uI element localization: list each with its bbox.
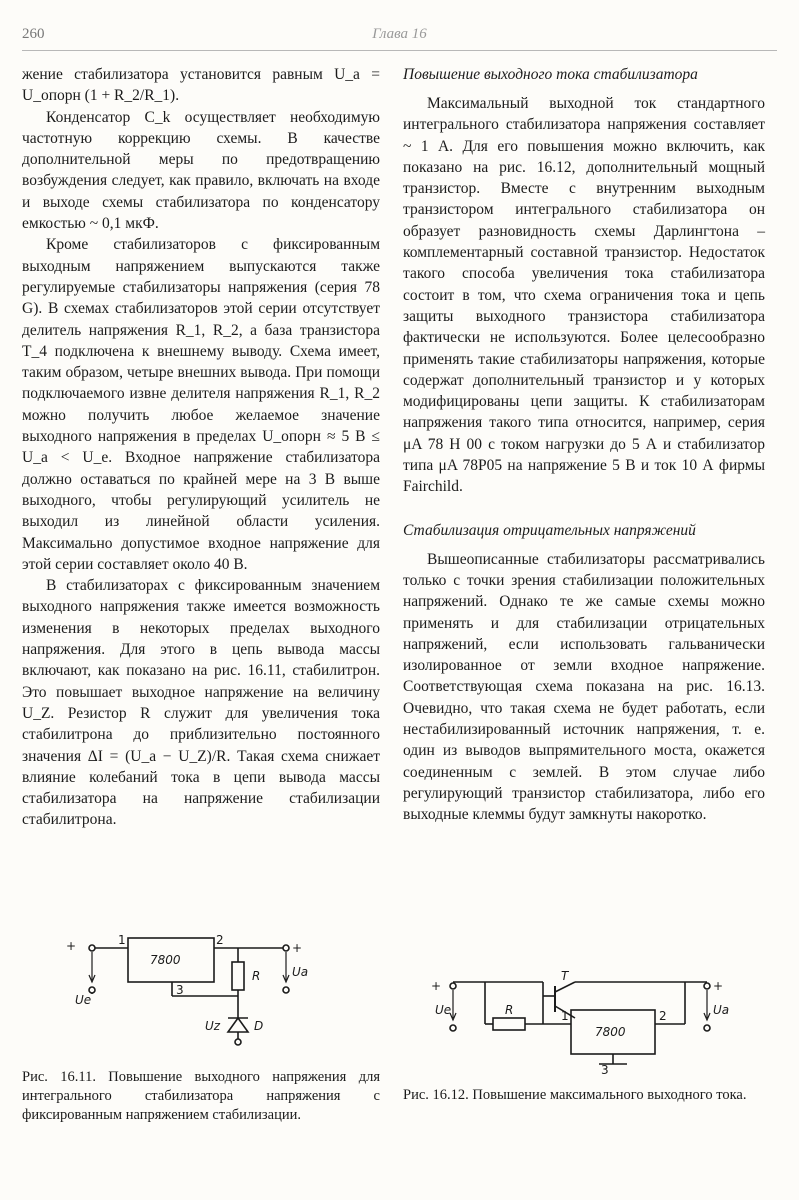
terminal <box>89 945 95 951</box>
zener-triangle <box>228 1018 248 1032</box>
left-column <box>22 64 380 831</box>
ic-label: 7800 <box>150 953 181 967</box>
figure-caption-16-12: Рис. 16.12. Повышение максимального выходного тока. <box>403 1087 747 1103</box>
ic-label: 7800 <box>595 1025 626 1039</box>
paragraph: Кроме стабилизаторов с фиксированным выходным напряжением выпускаются также регулируемые стабилизаторы напряжения (серия 78 G). В схемах стабилизаторов этой серии отсутствует делитель напряжения R_1, R_2, а база транзистора T_4 подключена к внешнему выводу. Схема имеет, таким образом, четыре внешних вывода. При помощи подключаемого извне делителя напряжения R_1, R_2 можно получить любое желаемое значение выходного напряжения в пределах U_опорн ≈ 5 В ≤ U_a < U_e. Входное напряжение стабилизатора должно оставаться по крайней мере на 3 В выше выходного, чтобы регулирующий усилитель не выходил из линейной области усиления. Максимально допустимое входное напряжение для этой серии составляет около 40 В. <box>22 236 380 573</box>
paragraph: В стабилизаторах с фиксированным значением выходного напряжения также имеется возможность изменения в некоторых пределах выходного напряжения. Для этого в цепь вывода массы включают, как показано на рис. 16.11, стабилитрон. Это повышает выходное напряжение на величину U_Z. Резистор R служит для увеличения тока стабилитрона до приблизительно постоянного значения ΔI = (U_a − U_Z)/R. Такая схема снижает влияние колебаний тока в цепи вывода массы стабилизатора на напряжение стабилизации стабилитрона. <box>22 577 380 829</box>
plus-in: + <box>66 939 77 953</box>
transistor-label: T <box>561 969 569 983</box>
circuit-diagram <box>60 930 360 1060</box>
terminal <box>283 987 289 993</box>
running-head <box>22 26 777 51</box>
resistor-symbol <box>493 1018 525 1030</box>
chapter-title: Глава 16 <box>372 26 427 42</box>
section-heading: Повышение выходного тока стабилизатора <box>403 66 698 83</box>
transistor-collector <box>555 982 575 992</box>
resistor-label: R <box>505 1003 514 1017</box>
resistor-symbol <box>232 962 244 990</box>
page-number: 260 <box>22 26 45 42</box>
plus-out: + <box>713 979 724 993</box>
terminal <box>450 983 456 989</box>
pin-3-label: 3 <box>176 983 184 997</box>
pin-2-label: 2 <box>216 933 224 947</box>
pin-3-label: 3 <box>601 1063 609 1077</box>
zener-voltage-label: Uz <box>205 1019 221 1033</box>
input-voltage-label: Ue <box>75 993 92 1007</box>
pin-1-label: 1 <box>118 933 126 947</box>
section-heading: Стабилизация отрицательных напряжений <box>403 521 696 539</box>
paragraph: Конденсатор C_k осуществляет необходимую частотную коррекцию схемы. В качестве дополнительной меры по предотвращению возбуждения следует, как правило, включать на входе и выходе схемы стабилизатора по конденсатору емкостью ~ 0,1 мкФ. <box>22 108 380 233</box>
pin-2-label: 2 <box>659 1009 667 1023</box>
plus-in: + <box>431 979 442 993</box>
right-column <box>403 64 765 826</box>
figure-caption-16-11: Рис. 16.11. Повышение выходного напряжения для интегрального стабилизатора напряжения с фиксированным напряжением стабилизации. <box>22 1069 380 1123</box>
terminal <box>704 1025 710 1031</box>
output-voltage-label: Ua <box>292 965 309 979</box>
terminal <box>283 945 289 951</box>
figure-16-12 <box>425 968 745 1078</box>
circuit-diagram <box>425 968 745 1078</box>
diode-label: D <box>254 1019 264 1033</box>
terminal <box>235 1039 241 1045</box>
paragraph: жение стабилизатора установится равным U_a = U_опорн (1 + R_2/R_1). <box>22 66 380 105</box>
output-voltage-label: Ua <box>713 1003 730 1017</box>
terminal <box>450 1025 456 1031</box>
resistor-label: R <box>252 969 261 983</box>
pin-1-label: 1 <box>561 1009 569 1023</box>
paragraph: Вышеописанные стабилизаторы рассматривались только с точки зрения стабилизации положительных напряжений. Однако те же самые схемы можно применять и для стабилизации отрицательных напряжений, если использовать гальванически изолированное от земли входное напряжение. Соответствующая схема показана на рис. 16.13. Очевидно, что такая схема не будет работать, если нестабилизированный источник напряжения, т. е. один из выводов выпрямительного моста, окажется соединенным с землей. В этом случае либо регулирующий транзистор стабилизатора, либо его выходные клеммы будут замкнуты накоротко. <box>403 550 765 824</box>
figure-16-11 <box>60 930 360 1060</box>
terminal <box>704 983 710 989</box>
paragraph: Максимальный выходной ток стандартного интегрального стабилизатора напряжения составляет ~ 1 А. Для его повышения можно включить, как показано на рис. 16.12, дополнительный мощный транзистор. Вместе с внутренним выходным транзистором интегрального стабилизатора он образует разновидность схемы Дарлингтона – комплементарный составной транзистор. Недостаток такого способа увеличения тока стабилизатора состоит в том, что схема ограничения тока и цепь защиты выходного транзистора стабилизатора фактически не используются. Более целесообразно применять такие стабилизаторы напряжения, которые содержат дополнительный транзистор и у которых модифицированы цепи защиты. К стабилизаторам напряжения такого типа относится, например, серия μA 78 H 00 с током нагрузки до 5 А и стабилизатор типа μA 78P05 на напряжение 5 В и ток 10 А фирмы Fairchild. <box>403 95 765 496</box>
input-voltage-label: Ue <box>435 1003 452 1017</box>
plus-out: + <box>292 941 303 955</box>
